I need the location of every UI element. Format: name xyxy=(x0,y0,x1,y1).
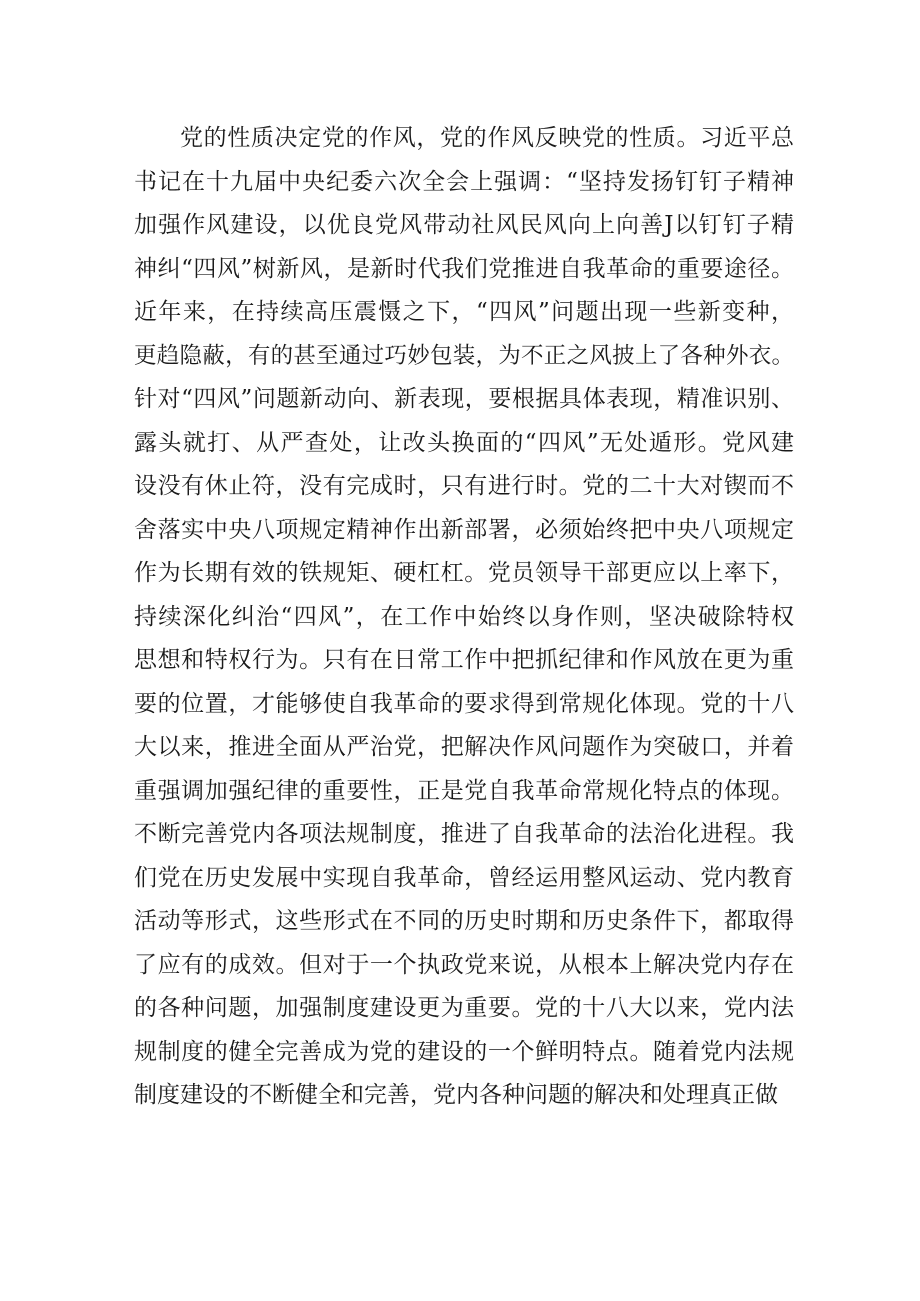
paragraph-line: 要的位置，才能够使自我革命的要求得到常规化体现。党的十八 xyxy=(134,690,794,717)
paragraph-line: 设没有休止符，没有完成时，只有进行时。党的二十大对锲而不 xyxy=(134,473,794,499)
paragraph-line: 的各种问题，加强制度建设更为重要。党的十八大以来，党内法 xyxy=(134,995,794,1021)
paragraph-line: 更趋隐蔽，有的甚至通过巧妙包装，为不正之风披上了各种外衣。 xyxy=(134,342,794,369)
paragraph-line: 针对“四风”问题新动向、新表现，要根据具体表现，精准识别、 xyxy=(134,386,794,412)
paragraph-line: 书记在十九届中央纪委六次全会上强调：“坚持发扬钉钉子精神 xyxy=(134,168,794,195)
paragraph-line: 制度建设的不断健全和完善，党内各种问题的解决和处理真正做 xyxy=(134,1082,778,1108)
paragraph-line: 重强调加强纪律的重要性，正是党自我革命常规化特点的体现。 xyxy=(134,777,794,804)
paragraph-line: 活动等形式，这些形式在不同的历史时期和历史条件下，都取得 xyxy=(134,908,794,934)
paragraph-line: 规制度的健全完善成为党的建设的一个鲜明特点。随着党内法规 xyxy=(134,1038,794,1065)
paragraph-line: 们党在历史发展中实现自我革命，曾经运用整风运动、党内教育 xyxy=(134,864,794,891)
paragraph-line: 加强作风建设，以优良党风带动社风民风向上向善J以钉钉子精 xyxy=(134,212,794,238)
paragraph-line: 党的性质决定党的作风，党的作风反映党的性质。习近平总 xyxy=(180,125,794,151)
paragraph-line: 舍落实中央八项规定精神作出新部署，必须始终把中央八项规定 xyxy=(134,516,794,543)
paragraph-line: 持续深化纠治“四风”，在工作中始终以身作则，坚决破除特权 xyxy=(134,603,794,630)
body-paragraph xyxy=(134,117,794,1118)
paragraph-line: 神纠“四风”树新风，是新时代我们党推进自我革命的重要途径。 xyxy=(134,255,794,282)
paragraph-line: 近年来，在持续高压震慑之下，“四风”问题出现一些新变种， xyxy=(134,299,794,325)
paragraph-line: 不断完善党内各项法规制度，推进了自我革命的法治化进程。我 xyxy=(134,821,794,847)
paragraph-line: 大以来，推进全面从严治党，把解决作风问题作为突破口，并着 xyxy=(134,734,794,760)
paragraph-line: 作为长期有效的铁规矩、硬杠杠。党员领导干部更应以上率下， xyxy=(134,560,794,586)
paragraph-line: 了应有的成效。但对于一个执政党来说，从根本上解决党内存在 xyxy=(134,951,794,978)
paragraph-line: 露头就打、从严查处，让改头换面的“四风”无处遁形。党风建 xyxy=(134,429,794,456)
paragraph-line: 思想和特权行为。只有在日常工作中把抓纪律和作风放在更为重 xyxy=(134,647,794,673)
